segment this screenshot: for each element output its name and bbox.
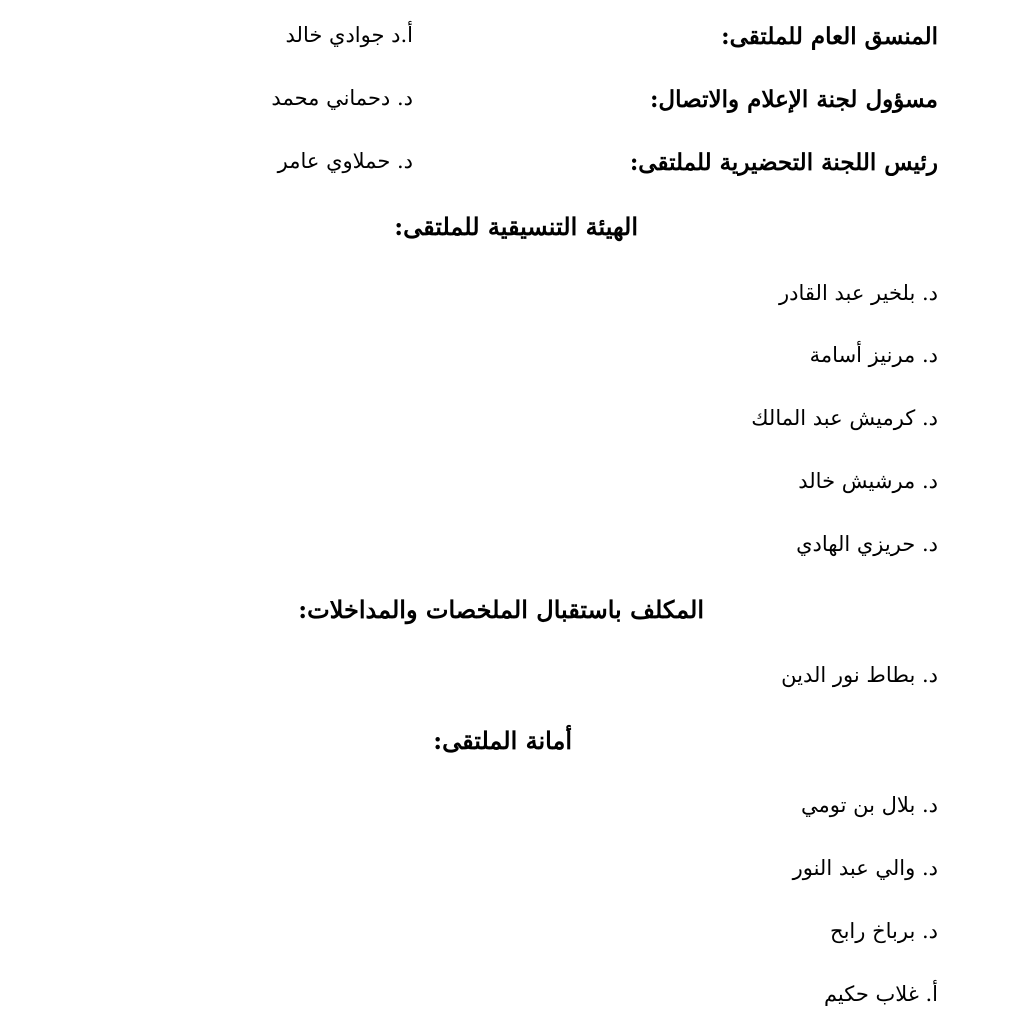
officer-name-media-committee: د. دحماني محمد xyxy=(271,86,413,110)
officer-role-general-coordinator: المنسق العام للملتقى: xyxy=(721,23,938,50)
officer-role-media-committee: مسؤول لجنة الإعلام والاتصال: xyxy=(649,86,938,113)
coordination-member: د. حريزي الهادي xyxy=(796,532,938,556)
coordination-heading: الهيئة التنسيقية للملتقى: xyxy=(394,212,638,241)
secretariat-member: د. والي عبد النور xyxy=(792,856,938,880)
officer-role-preparatory-committee: رئيس اللجنة التحضيرية للملتقى: xyxy=(629,149,938,176)
officer-name-general-coordinator: أ.د جوادي خالد xyxy=(285,23,413,47)
officer-name-preparatory-committee: د. حملاوي عامر xyxy=(277,149,413,173)
secretariat-member: أ. غلاب حكيم xyxy=(823,982,938,1006)
secretariat-member: د. بلال بن تومي xyxy=(801,793,938,817)
abstracts-member: د. بطاط نور الدين xyxy=(781,663,938,687)
coordination-member: د. مرنيز أسامة xyxy=(809,343,938,367)
secretariat-heading: أمانة الملتقى: xyxy=(433,726,572,755)
abstracts-heading: المكلف باستقبال الملخصات والمداخلات: xyxy=(298,595,704,624)
coordination-member: د. بلخير عبد القادر xyxy=(779,281,938,305)
coordination-member: د. كرميش عبد المالك xyxy=(751,406,938,430)
secretariat-member: د. برباخ رابح xyxy=(830,919,938,943)
coordination-member: د. مرشيش خالد xyxy=(798,469,938,493)
